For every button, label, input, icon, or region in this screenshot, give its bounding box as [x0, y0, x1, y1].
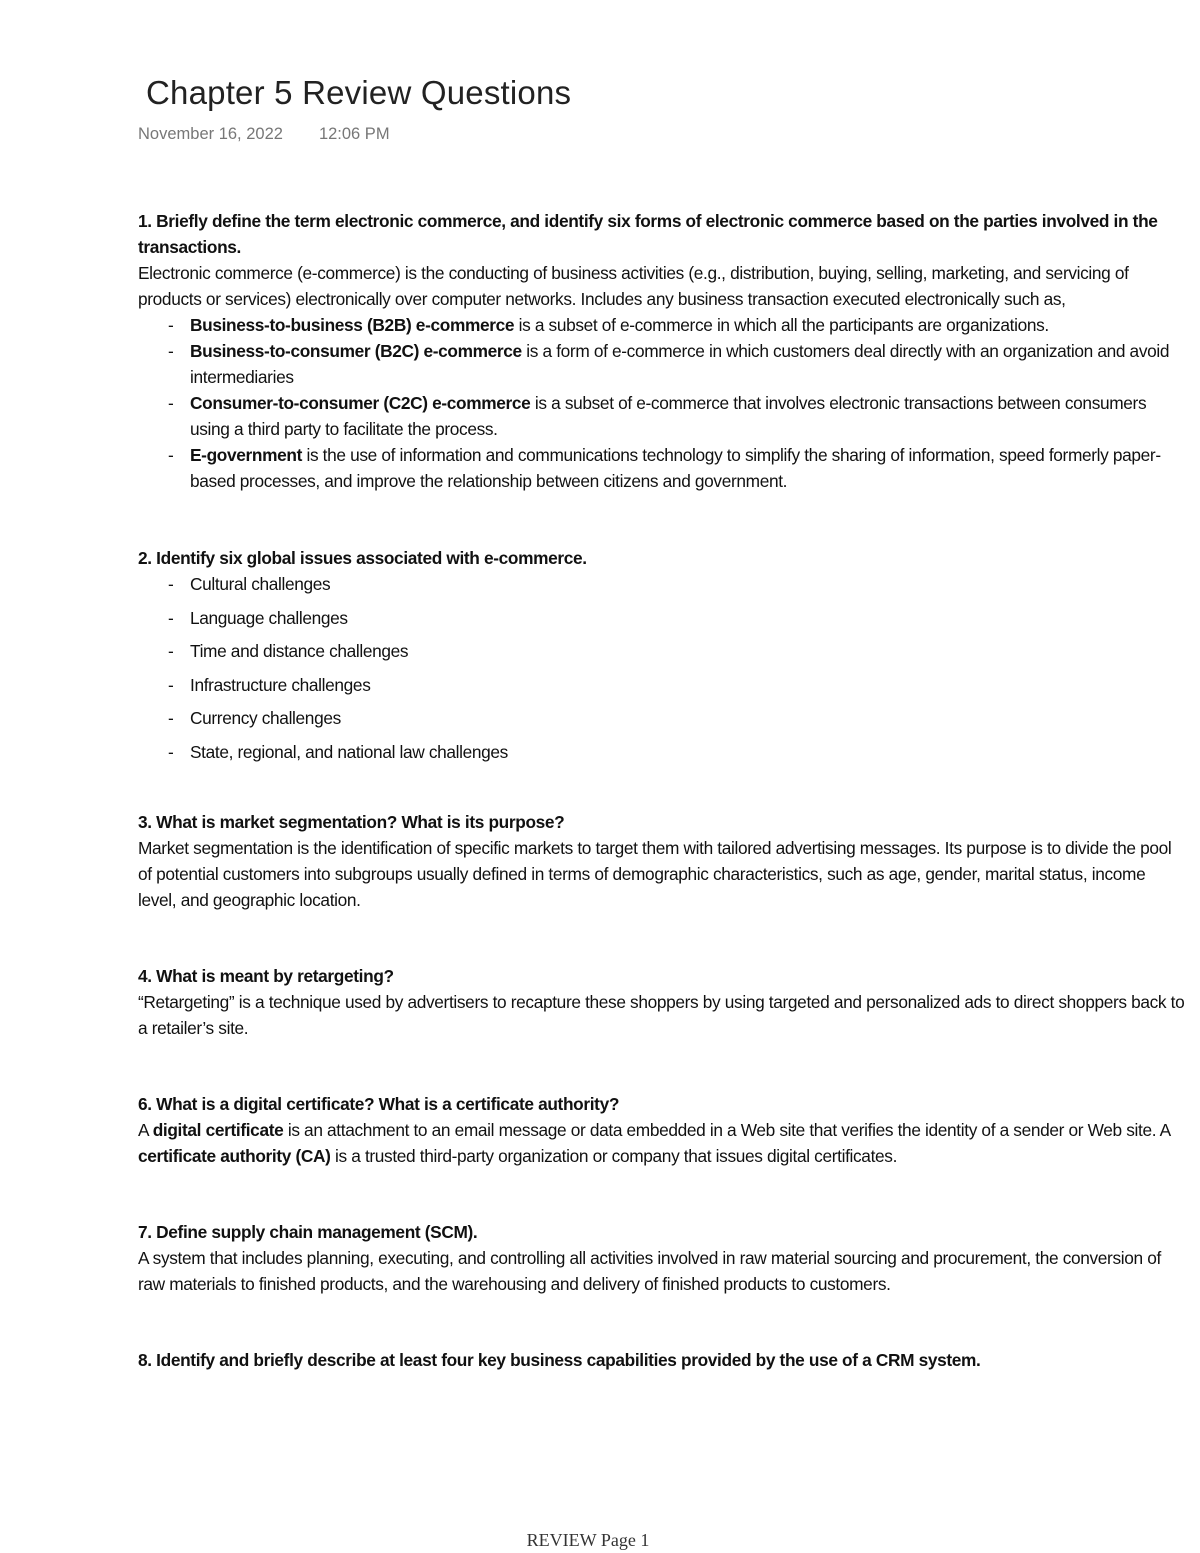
- question-7: 7. Define supply chain management (SCM).: [138, 1221, 478, 1242]
- list-item-text: is a form of e-commerce in which customers deal directly with an organization and avoid intermediaries: [190, 341, 1170, 387]
- question-3: 3. What is market segmentation? What is its purpose?: [138, 811, 565, 832]
- question-4: 4. What is meant by retargeting?: [138, 965, 394, 986]
- global-issues-list: [138, 571, 1188, 765]
- list-item: [190, 390, 1188, 442]
- note-time: 12:06 PM: [318, 125, 390, 143]
- list-item: - Time and distance challenges: [190, 638, 1188, 664]
- page-footer: [0, 1530, 1200, 1551]
- page-title: Chapter 5 Review Questions: [146, 74, 572, 111]
- list-item: - Language challenges: [190, 605, 1188, 631]
- list-item: - State, regional, and national law challenges: [190, 739, 1188, 765]
- note-body: [138, 208, 1188, 1373]
- ecommerce-forms-list: [138, 312, 1188, 494]
- question-block-2: [138, 545, 1188, 765]
- date-time-line: [138, 125, 390, 144]
- list-item-text: is a subset of e-commerce in which all the participants are organizations.: [514, 315, 1049, 335]
- list-item: [190, 312, 1188, 338]
- question-2: 2. Identify six global issues associated with e-commerce.: [138, 548, 587, 568]
- answer-4: “Retargeting” is a technique used by advertisers to recapture these shoppers by using targeted and personalized ads to direct shoppers back to a retailer’s site.: [138, 991, 1185, 1038]
- list-item: [190, 338, 1188, 390]
- question-8: 8. Identify and briefly describe at least four key business capabilities provided by the use of a CRM system.: [138, 1349, 981, 1370]
- question-block-4: [138, 963, 1188, 1041]
- page-number-label: REVIEW Page 1: [526, 1530, 650, 1550]
- question-6: 6. What is a digital certificate? What is a certificate authority?: [138, 1093, 620, 1114]
- note-date: November 16, 2022: [138, 125, 283, 143]
- term-certificate-authority: certificate authority (CA): [138, 1145, 331, 1166]
- list-item-term: Business-to-business (B2B) e-commerce: [190, 315, 515, 335]
- list-item-text: is a subset of e-commerce that involves electronic transactions between consumers using a third party to facilitate the process.: [190, 393, 1147, 439]
- list-item-term: E-government: [190, 445, 302, 465]
- term-digital-certificate: digital certificate: [152, 1119, 284, 1140]
- answer-7: A system that includes planning, executing, and controlling all activities involved in raw material sourcing and procurement, the conversion of raw materials to finished products, and the warehousing and delivery of finished products to customers.: [138, 1247, 1161, 1294]
- question-block-1: [138, 208, 1188, 494]
- question-block-3: [138, 809, 1188, 913]
- question-block-7: [138, 1219, 1188, 1297]
- answer-3: Market segmentation is the identification of specific markets to target them with tailored advertising messages. Its purpose is to divide the pool of potential customers into subgroups usually defined in terms of demographic characteristics, such as age, gender, marital status, income level, and geographic location.: [138, 837, 1172, 910]
- list-item-term: Consumer-to-consumer (C2C) e-commerce: [190, 393, 531, 413]
- list-item: [190, 442, 1188, 494]
- question-1: 1. Briefly define the term electronic commerce, and identify six forms of electronic commerce based on the parties involved in the transactions.: [138, 211, 1158, 257]
- answer-6: A digital certificate is an attachment to an email message or data embedded in a Web site that verifies the identity of a sender or Web site. A certificate authority (CA) is a trusted third-party organization or company that issues digital certificates.: [138, 1119, 1170, 1166]
- list-item-term: Business-to-consumer (B2C) e-commerce: [190, 341, 522, 361]
- question-block-6: [138, 1091, 1188, 1169]
- list-item: - Infrastructure challenges: [190, 672, 1188, 698]
- list-item-text: is the use of information and communications technology to simplify the sharing of information, speed formerly paper-based processes, and improve the relationship between citizens and government.: [190, 445, 1161, 491]
- list-item: - Cultural challenges: [190, 571, 1188, 597]
- list-item: - Currency challenges: [190, 705, 1188, 731]
- question-block-8: [138, 1347, 1188, 1373]
- answer-1: Electronic commerce (e-commerce) is the conducting of business activities (e.g., distribution, buying, selling, marketing, and servicing of products or services) electronically over computer networks. Includes any business transaction executed electronically such as,: [138, 263, 1129, 309]
